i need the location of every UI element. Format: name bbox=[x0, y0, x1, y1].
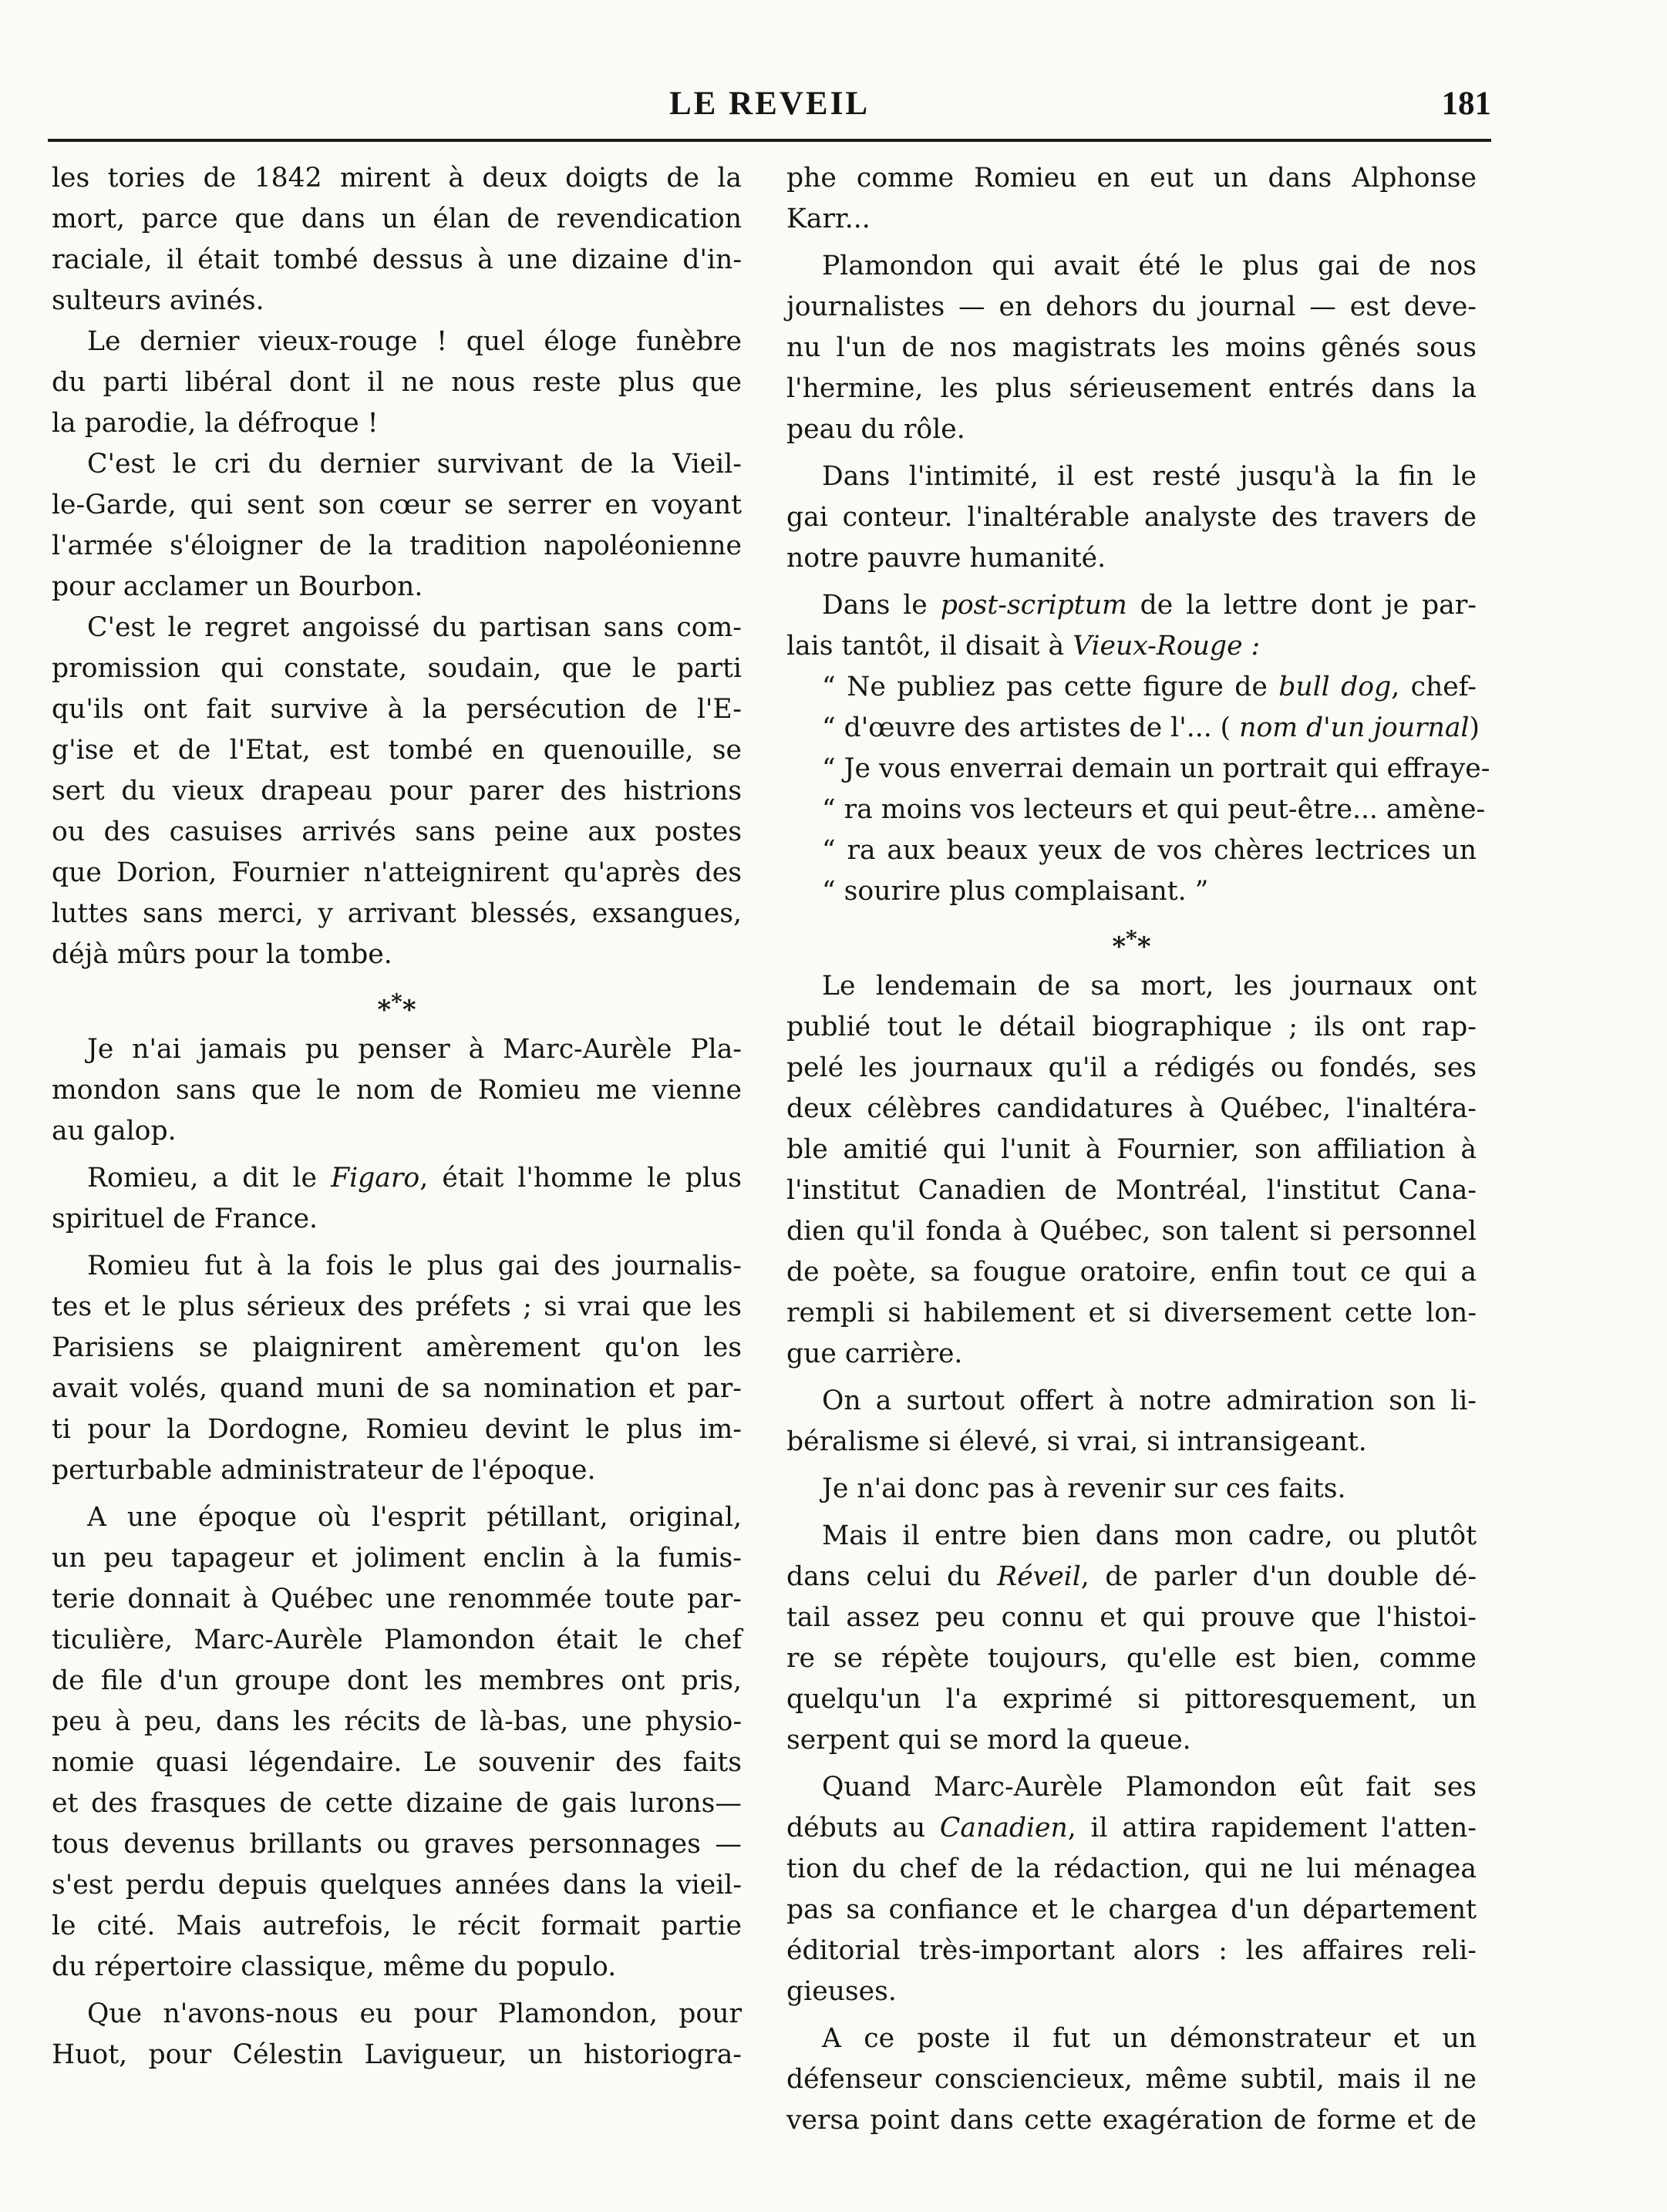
text-line: tes et le plus sérieux des préfets ; si vrai que les bbox=[52, 1291, 742, 1322]
text-segment: Dans le bbox=[822, 590, 928, 621]
text-line: l'hermine, les plus sérieusement entrés dans la bbox=[786, 373, 1477, 404]
paragraph-gap bbox=[52, 1988, 742, 1994]
text-line: g'ise et de l'Etat, est tombé en quenouille, se bbox=[52, 735, 742, 766]
text-line: mort, parce que dans un élan de revendication bbox=[52, 204, 742, 234]
quote-line: “ ra moins vos lecteurs et qui peut-être... amène- bbox=[822, 794, 1486, 825]
text-line: du parti libéral dont il ne nous reste plus que bbox=[52, 367, 742, 398]
text-line bbox=[786, 1808, 1477, 1849]
text-line: s'est perdu depuis quelques années dans la vieil- bbox=[52, 1870, 742, 1901]
text-line: Je n'ai jamais pu penser à Marc-Aurèle Pla- bbox=[87, 1034, 742, 1065]
text-line: avait volés, quand muni de sa nomination et par- bbox=[52, 1373, 742, 1404]
text-line: l'armée s'éloigner de la tradition napoléonienne bbox=[52, 530, 742, 561]
text-line bbox=[786, 626, 1477, 667]
paragraph-gap bbox=[786, 240, 1477, 246]
right-column bbox=[786, 158, 1490, 2141]
text-line: pas sa confiance et le chargea d'un département bbox=[786, 1894, 1477, 1925]
text-segment: , chef- bbox=[1391, 672, 1477, 702]
text-line: phe comme Romieu en eut un dans Alphonse bbox=[786, 163, 1477, 194]
text-line: Je n'ai donc pas à revenir sur ces faits. bbox=[822, 1473, 1346, 1504]
text-line: éditorial très-important alors : les affaires reli- bbox=[786, 1935, 1477, 1966]
quote-line: “ Je vous enverrai demain un portrait qui effraye- bbox=[822, 753, 1490, 784]
text-line: ti pour la Dordogne, Romieu devint le plus im- bbox=[52, 1414, 742, 1445]
quote-line bbox=[786, 667, 1477, 708]
text-line: défenseur consciencieux, même subtil, mais il ne bbox=[786, 2064, 1477, 2095]
text-line bbox=[52, 1158, 742, 1199]
section-break-stars: *** bbox=[377, 989, 416, 1025]
text-line: ou des casuises arrivés sans peine aux postes bbox=[52, 816, 742, 847]
italic-term: Vieux-Rouge : bbox=[1073, 631, 1261, 662]
text-line: béralisme si élevé, si vrai, si intransigeant. bbox=[786, 1426, 1367, 1457]
newspaper-title: Figaro bbox=[331, 1163, 420, 1194]
text-segment: , de parler d'un double dé- bbox=[1080, 1561, 1477, 1592]
text-segment: Romieu, a dit le bbox=[87, 1163, 317, 1194]
paragraph-gap bbox=[786, 1510, 1477, 1516]
paragraph-gap bbox=[52, 1152, 742, 1158]
text-line: et des frasques de cette dizaine de gais lurons— bbox=[52, 1788, 742, 1819]
text-line: au galop. bbox=[52, 1116, 177, 1146]
text-line: la parodie, la défroque ! bbox=[52, 408, 379, 439]
text-line: gue carrière. bbox=[786, 1338, 963, 1369]
text-line: dien qu'il fonda à Québec, son talent si personnel bbox=[786, 1216, 1477, 1247]
text-line: Dans l'intimité, il est resté jusqu'à la fin le bbox=[822, 461, 1477, 492]
text-line: sulteurs avinés. bbox=[52, 285, 264, 316]
paragraph-gap bbox=[52, 1491, 742, 1497]
header-rule bbox=[48, 139, 1491, 142]
text-line: Plamondon qui avait été le plus gai de nos bbox=[822, 251, 1477, 281]
text-line: raciale, il était tombé dessus à une dizaine d'in- bbox=[52, 244, 742, 275]
text-segment: lais tantôt, il disait à bbox=[786, 631, 1065, 662]
text-line: tous devenus brillants ou graves personnages — bbox=[52, 1829, 742, 1860]
text-line: Le lendemain de sa mort, les journaux ont bbox=[822, 971, 1477, 1002]
text-line bbox=[786, 585, 1477, 626]
text-line: l'institut Canadien de Montréal, l'institut Cana- bbox=[786, 1175, 1477, 1206]
text-line: déjà mûrs pour la tombe. bbox=[52, 939, 392, 970]
text-line: rempli si habilement et si diversement cette lon- bbox=[786, 1298, 1477, 1328]
paragraph-gap bbox=[786, 1463, 1477, 1469]
text-segment: de la lettre dont je par- bbox=[1140, 590, 1477, 621]
text-line: Parisiens se plaignirent amèrement qu'on les bbox=[52, 1332, 742, 1363]
text-line: sert du vieux drapeau pour parer des histrions bbox=[52, 776, 742, 806]
text-line: luttes sans merci, y arrivant blessés, exsangues, bbox=[52, 898, 742, 929]
text-line: un peu tapageur et joliment enclin à la fumis- bbox=[52, 1543, 742, 1574]
text-line: Quand Marc-Aurèle Plamondon eût fait ses bbox=[822, 1772, 1477, 1803]
italic-term: bull dog bbox=[1278, 672, 1392, 702]
text-line: Karr... bbox=[786, 204, 871, 234]
text-line: A une époque où l'esprit pétillant, original, bbox=[87, 1502, 742, 1533]
italic-term: nom d'un journal bbox=[1239, 712, 1470, 743]
text-line: serpent qui se mord la queue. bbox=[786, 1725, 1191, 1756]
paragraph-gap bbox=[786, 450, 1477, 456]
left-column bbox=[52, 158, 742, 2076]
text-line: deux célèbres candidatures à Québec, l'inaltéra- bbox=[786, 1093, 1477, 1124]
text-line: perturbable administrateur de l'époque. bbox=[52, 1455, 596, 1486]
running-title: LE REVEIL bbox=[669, 86, 870, 122]
text-line: mondon sans que le nom de Romieu me vienne bbox=[52, 1075, 742, 1106]
newspaper-title: Canadien bbox=[939, 1813, 1068, 1843]
paragraph-gap bbox=[786, 1761, 1477, 1767]
text-segment: “ Ne publiez pas cette figure de bbox=[822, 672, 1268, 702]
text-segment: ) bbox=[1469, 712, 1480, 743]
text-line: qu'ils ont fait survive à la persécution de l'E- bbox=[52, 694, 742, 725]
text-line: pelé les journaux qu'il a rédigés ou fondés, ses bbox=[786, 1052, 1477, 1083]
italic-term: post-scriptum bbox=[940, 590, 1127, 621]
paragraph-gap bbox=[786, 579, 1477, 585]
page-header bbox=[48, 77, 1491, 131]
text-line: A ce poste il fut un démonstrateur et un bbox=[822, 2023, 1477, 2054]
text-line: peu à peu, dans les récits de là-bas, une physio- bbox=[52, 1706, 742, 1737]
text-line: les tories de 1842 mirent à deux doigts de la bbox=[52, 163, 742, 194]
text-line: Huot, pour Célestin Lavigueur, un historiogra- bbox=[52, 2039, 742, 2070]
newspaper-title: Réveil bbox=[997, 1561, 1081, 1592]
text-line: de file d'un groupe dont les membres ont pris, bbox=[52, 1665, 742, 1696]
text-line: nu l'un de nos magistrats les moins gênés sous bbox=[786, 332, 1477, 363]
text-line: Le dernier vieux-rouge ! quel éloge funèbre bbox=[87, 326, 742, 357]
text-line: Mais il entre bien dans mon cadre, ou plutôt bbox=[822, 1520, 1477, 1551]
text-line: ble amitié qui l'unit à Fournier, son affiliation à bbox=[786, 1134, 1477, 1165]
text-line: spirituel de France. bbox=[52, 1204, 318, 1234]
text-line: C'est le cri du dernier survivant de la Vieil- bbox=[87, 449, 742, 480]
text-line: tion du chef de la rédaction, qui ne lui ménagea bbox=[786, 1853, 1477, 1884]
text-line: notre pauvre humanité. bbox=[786, 543, 1106, 574]
text-line: gai conteur. l'inaltérable analyste des travers de bbox=[786, 502, 1477, 533]
text-line: terie donnait à Québec une renommée toute par- bbox=[52, 1584, 742, 1614]
section-break-stars: *** bbox=[1112, 926, 1151, 962]
text-line: du répertoire classique, même du populo. bbox=[52, 1951, 617, 1982]
text-line: Romieu fut à la fois le plus gai des journalis- bbox=[87, 1251, 742, 1281]
text-line: ticulière, Marc-Aurèle Plamondon était le chef bbox=[52, 1624, 742, 1655]
text-line: de poète, sa fougue oratoire, enfin tout ce qui a bbox=[786, 1257, 1477, 1288]
text-segment: , était l'homme le plus bbox=[419, 1163, 742, 1194]
paragraph-gap bbox=[786, 2012, 1477, 2018]
text-line: publié tout le détail biographique ; ils ont rap- bbox=[786, 1012, 1477, 1042]
page-number: 181 bbox=[1441, 86, 1491, 122]
text-line: On a surtout offert à notre admiration son li- bbox=[822, 1385, 1477, 1416]
text-segment: “ d'œuvre des artistes de l'... ( bbox=[822, 712, 1231, 743]
text-line bbox=[786, 1557, 1477, 1598]
text-line: quelqu'un l'a exprimé si pittoresquement, un bbox=[786, 1684, 1477, 1715]
quote-line: “ ra aux beaux yeux de vos chères lectrices un bbox=[822, 835, 1477, 866]
text-line: pour acclamer un Bourbon. bbox=[52, 571, 423, 602]
text-line: versa point dans cette exagération de forme et de bbox=[786, 2105, 1477, 2136]
text-line: que Dorion, Fournier n'atteignirent qu'après des bbox=[52, 857, 742, 888]
text-line: peau du rôle. bbox=[786, 414, 965, 445]
text-line: nomie quasi légendaire. Le souvenir des faits bbox=[52, 1747, 742, 1778]
text-segment: dans celui du bbox=[786, 1561, 982, 1592]
text-line: C'est le regret angoissé du partisan sans com- bbox=[87, 612, 742, 643]
paragraph-gap bbox=[52, 1240, 742, 1246]
text-segment: , il attira rapidement l'atten- bbox=[1067, 1813, 1477, 1843]
text-line: Que n'avons-nous eu pour Plamondon, pour bbox=[87, 1998, 742, 2029]
text-line: gieuses. bbox=[786, 1976, 897, 2007]
text-segment: débuts au bbox=[786, 1813, 926, 1843]
text-line: re se répète toujours, qu'elle est bien, comme bbox=[786, 1643, 1477, 1674]
paragraph-gap bbox=[786, 1375, 1477, 1381]
text-line: journalistes — en dehors du journal — est deve- bbox=[786, 291, 1477, 322]
text-line: le-Garde, qui sent son cœur se serrer en voyant bbox=[52, 490, 742, 520]
text-line: le cité. Mais autrefois, le récit formait partie bbox=[52, 1911, 742, 1941]
quote-line: “ sourire plus complaisant. ” bbox=[822, 876, 1209, 907]
quote-line bbox=[786, 708, 1480, 749]
text-line: tail assez peu connu et qui prouve que l'histoi- bbox=[786, 1602, 1477, 1633]
text-line: promission qui constate, soudain, que le parti bbox=[52, 653, 742, 684]
